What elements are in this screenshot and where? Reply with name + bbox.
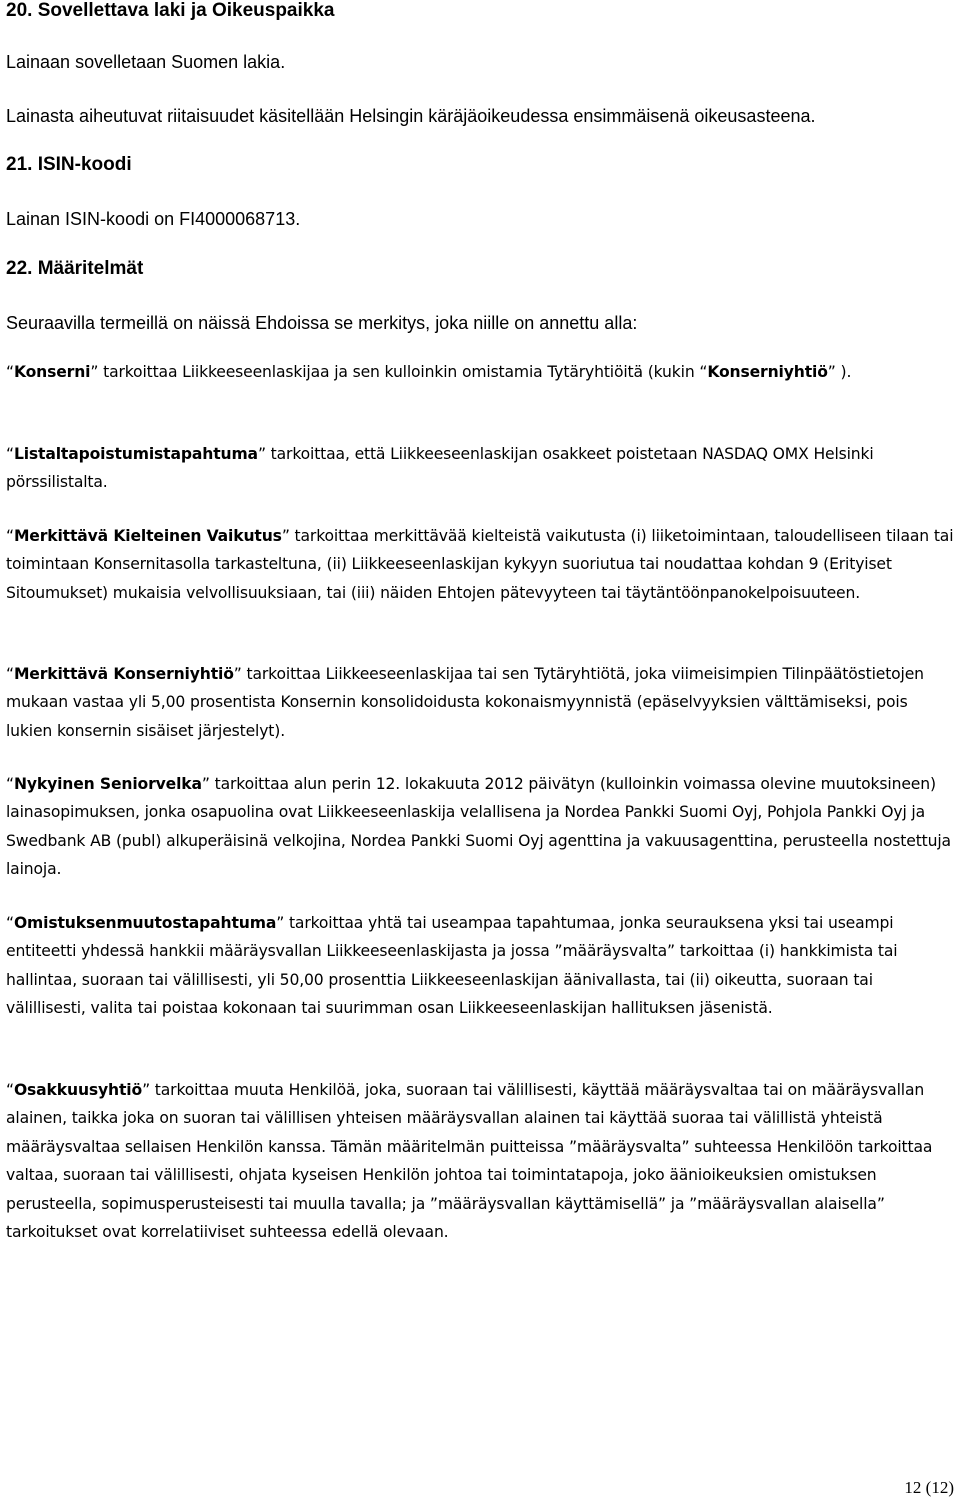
- definition-nykyinen-seniorvelka: “Nykyinen Seniorvelka” tarkoittaa alun perin 12. lokakuuta 2012 päivätyn (kulloinkin voimassa olevine muutoksineen) lainasopimuksen, jonka osapuolina ovat Liikkeeseenlaskija velallisena ja Nordea Pankki Suomi Oyj, Pohjola Pankki Oyj ja Swedbank AB (publ) alkuperäisinä velkojina, Nordea Pankki Suomi Oyj agenttina ja vakuusagenttina, perusteella nostettuja lainoja.: [6, 775, 951, 879]
- section-22-intro: Seuraavilla termeillä on näissä Ehdoissa se merkitys, joka niille on annettu alla:: [6, 313, 638, 333]
- definition-text: tarkoittaa muuta Henkilöä, joka, suoraan tai välillisesti, käyttää määräysvaltaa tai on määräysvallan alainen, taikka joka on suoran tai välillisen yhteisen määräysvallan alainen tai käyttää suoraa tai välillistä yhteistä määräysvaltaa sellaisen Henkilön kanssa. Tämän määritelmän puitteissa ”määräysvalta” suhteessa Henkilöön tarkoittaa valtaa, suoraan tai välillisesti, ohjata kyseisen Henkilön johtoa tai toimintatapoja, joko äänioikeuksien omistuksen perusteella, sopimusperusteisesti tai muulla tavalla; ja ”määräysvallan käyttämisellä” ja ”määräysvallan alaisella” tarkoitukset ovat korrelatiiviset suhteessa edellä olevaan.: [6, 1081, 933, 1242]
- page-number: 12 (12): [904, 1478, 954, 1497]
- definition-merkittava-kielteinen-vaikutus: “Merkittävä Kielteinen Vaikutus” tarkoittaa merkittävää kielteistä vaikutusta (i) liiketoimintaan, taloudelliseen tilaan tai toimintaan Konsernitasolla tarkasteltuna, (ii) Liikkeeseenlaskijan kykyyn suoriutua tai noudattaa kohdan 9 (Erityiset Sitoumukset) mukaisia velvollisuuksiaan, tai (iii) näiden Ehtojen pätevyyteen tai täytäntöönpanokelpoisuuteen.: [6, 527, 954, 602]
- definition-term: Nykyinen Seniorvelka: [13, 775, 202, 793]
- definition-osakkuusyhtio: “Osakkuusyhtiö” tarkoittaa muuta Henkilöä, joka, suoraan tai välillisesti, käyttää määräysvaltaa tai on määräysvallan alainen, taikka joka on suoran tai välillisen yhteisen määräysvallan alainen tai käyttää suoraa tai välillistä yhteistä määräysvaltaa sellaisen Henkilön kanssa. Tämän määritelmän puitteissa ”määräysvalta” suhteessa Henkilöön tarkoittaa valtaa, suoraan tai välillisesti, ohjata kyseisen Henkilön johtoa tai toimintatapoja, joko äänioikeuksien omistuksen perusteella, sopimusperusteisesti tai muulla tavalla; ja ”määräysvallan käyttämisellä” ja ”määräysvallan alaisella” tarkoitukset ovat korrelatiiviset suhteessa edellä olevaan.: [6, 1081, 933, 1242]
- definition-merkittava-konserniyhtio: “Merkittävä Konserniyhtiö” tarkoittaa Liikkeeseenlaskijaa tai sen Tytäryhtiötä, joka viimeisimpien Tilinpäätöstietojen mukaan vastaa yli 5,00 prosentista Konsernin konsolidoidusta kokonaismyynnistä (epäselvyyksien välttämiseksi, pois lukien konsernin sisäiset järjestelyt).: [6, 665, 924, 740]
- definition-text: tarkoittaa Liikkeeseenlaskijaa ja sen kulloinkin omistamia Tytäryhtiöitä (kukin: [98, 363, 700, 381]
- definition-text: tarkoittaa alun perin 12. lokakuuta 2012 päivätyn (kulloinkin voimassa olevine muutoksineen) lainasopimuksen, jonka osapuolina ovat Liikkeeseenlaskija velallisena ja Nordea Pankki Suomi Oyj, Pohjola Pankki Oyj ja Swedbank AB (publ) alkuperäisinä velkojina, Nordea Pankki Suomi Oyj agenttina ja vakuusagenttina, perusteella nostettuja lainoja.: [6, 775, 951, 879]
- definition-term: Merkittävä Konserniyhtiö: [13, 665, 234, 683]
- definition-listaltapoistumistapahtuma: “Listaltapoistumistapahtuma” tarkoittaa, että Liikkeeseenlaskijan osakkeet poistetaan NASDAQ OMX Helsinki pörssilistalta.: [6, 445, 874, 492]
- section-20-heading: 20. Sovellettava laki ja Oikeuspaikka: [6, 0, 335, 21]
- definition-text: ).: [835, 363, 852, 381]
- definition-term: Osakkuusyhtiö: [13, 1081, 143, 1099]
- section-20-paragraph-1: Lainaan sovelletaan Suomen lakia.: [6, 52, 286, 72]
- definition-term: Listaltapoistumistapahtuma: [13, 445, 258, 463]
- definition-text: tarkoittaa merkittävää kielteistä vaikutusta (i) liiketoimintaan, taloudelliseen tilaan tai toimintaan Konsernitasolla tarkasteltuna, (ii) Liikkeeseenlaskijan kykyyn suoriutua tai noudattaa kohdan 9 (Erityiset Sitoumukset) mukaisia velvollisuuksiaan, tai (iii) näiden Ehtojen pätevyyteen tai täytäntöönpanokelpoisuuteen.: [6, 527, 954, 602]
- section-20-paragraph-2: Lainasta aiheutuvat riitaisuudet käsitellään Helsingin käräjäoikeudessa ensimmäisenä oikeusasteena.: [6, 106, 816, 126]
- definition-text: tarkoittaa Liikkeeseenlaskijaa tai sen Tytäryhtiötä, joka viimeisimpien Tilinpäätöstietojen mukaan vastaa yli 5,00 prosentista Konsernin konsolidoidusta kokonaismyynnistä (epäselvyyksien välttämiseksi, pois lukien konsernin sisäiset järjestelyt).: [6, 665, 924, 740]
- section-21-paragraph-1: Lainan ISIN-koodi on FI4000068713.: [6, 209, 301, 229]
- definition-term: Merkittävä Kielteinen Vaikutus: [13, 527, 282, 545]
- definition-term: Konserni: [13, 363, 91, 381]
- definition-text: tarkoittaa yhtä tai useampaa tapahtumaa, jonka seurauksena yksi tai useampi entiteetti yhdessä hankkii määräysvallan Liikkeeseenlaskijasta ja jossa ”määräysvalta” tarkoittaa (i) hankkimista tai hallintaa, suoraan tai välillisesti, yli 50,00 prosenttia Liikkeeseenlaskijan äänivallasta, tai (ii) oikeutta, suoraan tai välillisesti, valita tai poistaa kokonaan tai suurimman osan Liikkeeseenlaskijan hallituksen jäsenistä.: [6, 914, 898, 1018]
- definition-text: tarkoittaa, että Liikkeeseenlaskijan osakkeet poistetaan NASDAQ OMX Helsinki pörssilistalta.: [6, 445, 874, 492]
- definition-konserni: “Konserni” tarkoittaa Liikkeeseenlaskijaa ja sen kulloinkin omistamia Tytäryhtiöitä (kukin “Konserniyhtiö” ).: [6, 363, 852, 381]
- section-22-heading: 22. Määritelmät: [6, 258, 144, 279]
- definition-term: Konserniyhtiö: [707, 363, 828, 381]
- definition-term: Omistuksenmuutostapahtuma: [13, 914, 277, 932]
- definition-omistuksenmuutostapahtuma: “Omistuksenmuutostapahtuma” tarkoittaa yhtä tai useampaa tapahtumaa, jonka seurauksena yksi tai useampi entiteetti yhdessä hankkii määräysvallan Liikkeeseenlaskijasta ja jossa ”määräysvalta” tarkoittaa (i) hankkimista tai hallintaa, suoraan tai välillisesti, yli 50,00 prosenttia Liikkeeseenlaskijan äänivallasta, tai (ii) oikeutta, suoraan tai välillisesti, valita tai poistaa kokonaan tai suurimman osan Liikkeeseenlaskijan hallituksen jäsenistä.: [6, 914, 898, 1018]
- section-21-heading: 21. ISIN-koodi: [6, 154, 132, 175]
